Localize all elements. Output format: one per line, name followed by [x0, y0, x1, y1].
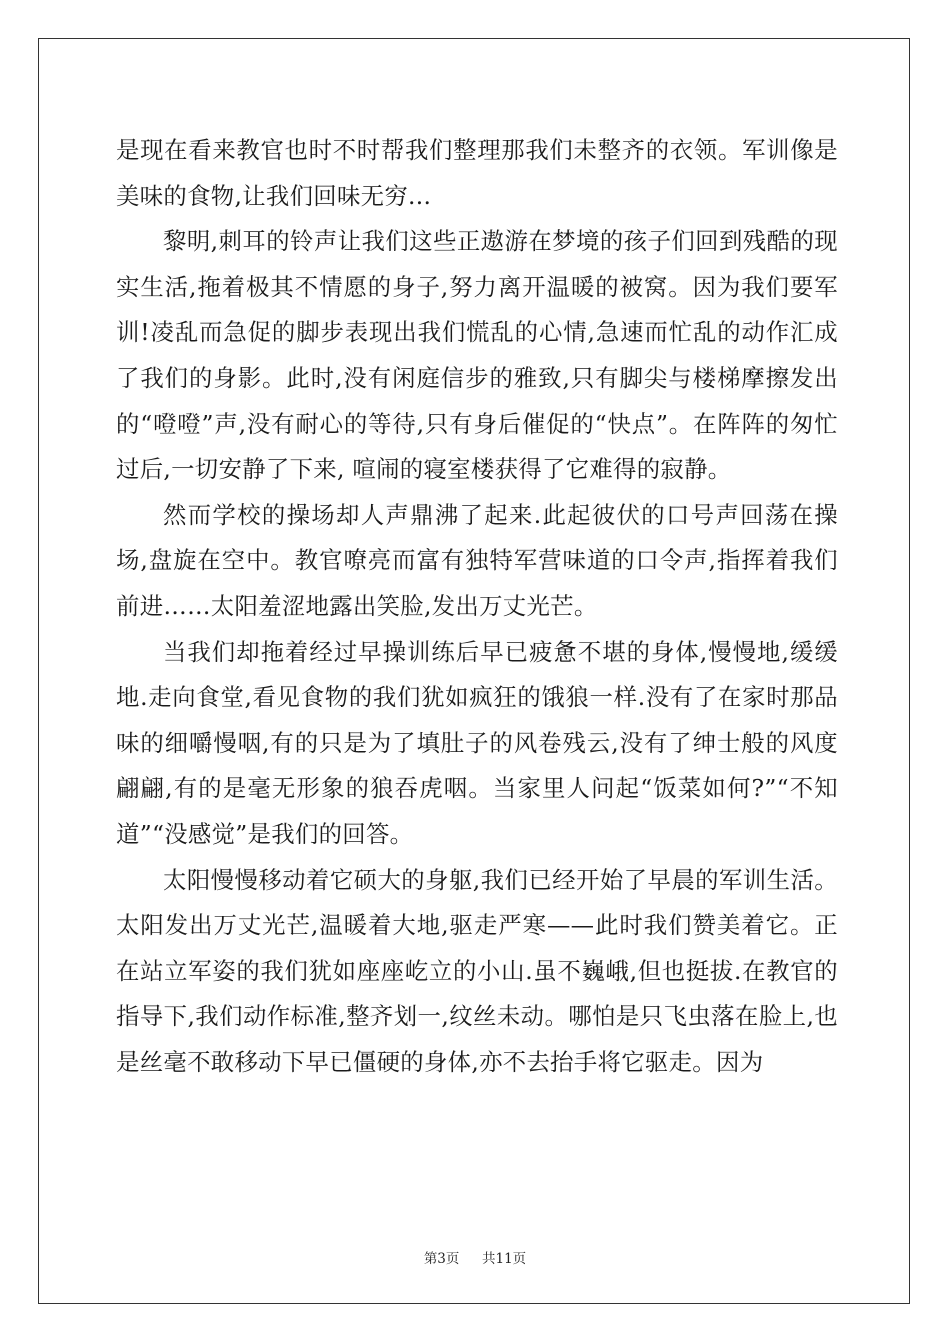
- paragraph-4: 当我们却拖着经过早操训练后早已疲惫不堪的身体,慢慢地,缓缓地.走向食堂,看见食物的我们犹如疯狂的饿狼一样.没有了在家时那品味的细嚼慢咽,有的只是为了填肚子的风卷残云,没有了绅士般的风度翩翩,有的是毫无形象的狼吞虎咽。当家里人问起“饭菜如何?”“不知道”“没感觉”是我们的回答。: [116, 637, 838, 848]
- page-number: 第3页: [423, 1251, 460, 1267]
- paragraph-2: 黎明,刺耳的铃声让我们这些正遨游在梦境的孩子们回到残酷的现实生活,拖着极其不情愿的身子,努力离开温暖的被窝。因为我们要军训!凌乱而急促的脚步表现出我们慌乱的心情,急速而忙乱的动作汇成了我们的身影。此时,没有闲庭信步的雅致,只有脚尖与楼梯摩擦发出的“噔噔”声,没有耐心的等待,只有身后催促的“快点”。在阵阵的匆忙过后,一切安静了下来, 喧闹的寝室楼获得了它难得的寂静。: [116, 227, 838, 484]
- paragraph-3: 然而学校的操场却人声鼎沸了起来.此起彼伏的口号声回荡在操场,盘旋在空中。教官嘹亮而富有独特军营味道的口令声,指挥着我们前进……太阳羞涩地露出笑脸,发出万丈光芒。: [116, 500, 838, 620]
- page-footer: [0, 1247, 950, 1267]
- page-total: 共11页: [482, 1251, 527, 1267]
- paragraph-1: 是现在看来教官也时不时帮我们整理那我们未整齐的衣领。军训像是美味的食物,让我们回味无穷...: [116, 136, 838, 210]
- paragraph-5: 太阳慢慢移动着它硕大的身躯,我们已经开始了早晨的军训生活。太阳发出万丈光芒,温暖着大地,驱走严寒——此时我们赞美着它。正在站立军姿的我们犹如座座屹立的小山.虽不巍峨,但也挺拔.在教官的指导下,我们动作标准,整齐划一,纹丝未动。哪怕是只飞虫落在脸上,也是丝毫不敢移动下早已僵硬的身体,亦不去抬手将它驱走。因为: [116, 865, 838, 1076]
- document-body: [116, 128, 838, 1085]
